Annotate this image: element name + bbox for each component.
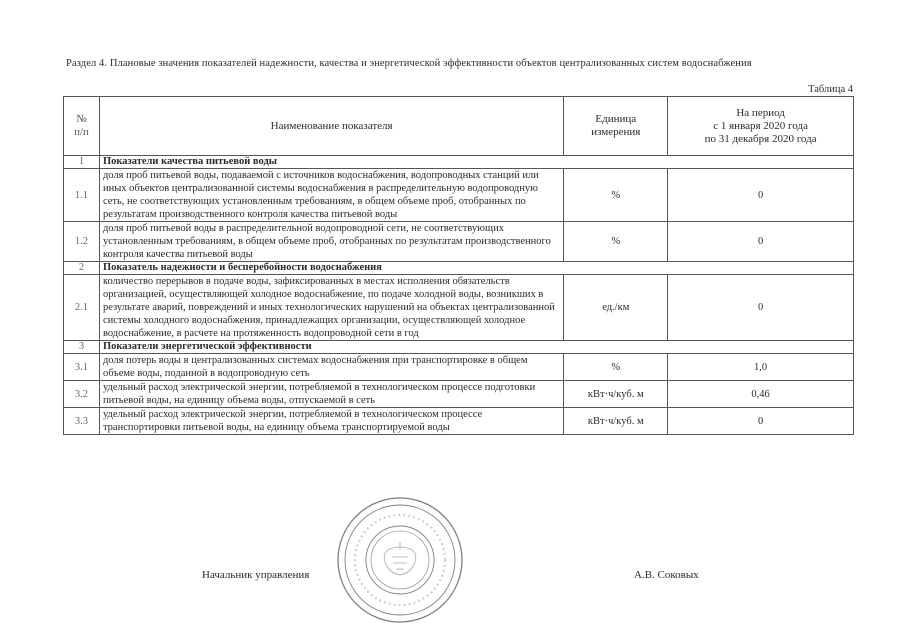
indicator-name: количество перерывов в подаче воды, зафиксированных в местах исполнения обязательств организацией, осуществляющей холодное водоснабжение, по подаче холодной воды, возникших в результате аварий, повреждений и иных технологических нарушений на объектах централизованной системы холодного водоснабжения, принадлежащих организации, осуществляющей холодное водоснабжение, в расчете на протяженность водопроводной сети в год	[99, 275, 563, 341]
header-period: На период с 1 января 2020 года по 31 декабря 2020 года	[668, 97, 854, 156]
indicator-value: 0	[668, 275, 854, 341]
section-title-cell: Показатели качества питьевой воды	[99, 156, 853, 169]
table-row	[64, 381, 854, 408]
section-number: 3	[64, 341, 100, 354]
table-row	[64, 222, 854, 262]
table-row	[64, 169, 854, 222]
table-row	[64, 408, 854, 435]
indicator-name: доля проб питьевой воды в распределительной водопроводной сети, не соответствующих установленным требованиям, в общем объеме проб, отобранных по результатам производственного контроля качества питьевой воды	[99, 222, 563, 262]
indicator-unit: %	[564, 222, 668, 262]
indicator-number: 3.3	[64, 408, 100, 435]
indicator-number: 2.1	[64, 275, 100, 341]
table-body	[64, 156, 854, 435]
table-label: Таблица 4	[808, 84, 853, 95]
indicator-unit: %	[564, 354, 668, 381]
indicator-value: 1,0	[668, 354, 854, 381]
section-title-cell: Показатели энергетической эффективности	[99, 341, 853, 354]
indicator-unit: ед./км	[564, 275, 668, 341]
indicator-number: 3.1	[64, 354, 100, 381]
section-title: Раздел 4. Плановые значения показателей надежности, качества и энергетической эффективности объектов централизованных систем водоснабжения	[66, 58, 752, 69]
indicator-value: 0	[668, 169, 854, 222]
indicator-value: 0,46	[668, 381, 854, 408]
table-row	[64, 354, 854, 381]
indicator-name: удельный расход электрической энергии, потребляемой в технологическом процессе транспортировки питьевой воды, на единицу объема транспортируемой воды	[99, 408, 563, 435]
indicator-value: 0	[668, 222, 854, 262]
section-row	[64, 341, 854, 354]
indicator-name: доля потерь воды в централизованных системах водоснабжения при транспортировке в общем объеме воды, поданной в водопроводную сеть	[99, 354, 563, 381]
indicator-unit: кВт·ч/куб. м	[564, 381, 668, 408]
indicator-value: 0	[668, 408, 854, 435]
section-row	[64, 156, 854, 169]
header-num: № п/п	[64, 97, 100, 156]
indicator-number: 1.2	[64, 222, 100, 262]
section-number: 1	[64, 156, 100, 169]
indicators-table	[63, 96, 854, 435]
round-seal-stamp-icon	[335, 495, 465, 625]
indicator-unit: кВт·ч/куб. м	[564, 408, 668, 435]
section-number: 2	[64, 262, 100, 275]
footer-signatory: А.В. Соковых	[634, 569, 699, 581]
footer-position: Начальник управления	[202, 569, 310, 581]
table-header-row	[64, 97, 854, 156]
indicator-name: доля проб питьевой воды, подаваемой с источников водоснабжения, водопроводных станций или иных объектов централизованной системы водоснабжения в распределительную водопроводную сеть, не соответствующих установленным требованиям, в общем объеме проб, отобранных по результатам производственного контроля качества питьевой воды	[99, 169, 563, 222]
indicator-name: удельный расход электрической энергии, потребляемой в технологическом процессе подготовки питьевой воды, на единицу объема воды, отпускаемой в сеть	[99, 381, 563, 408]
header-unit: Единица измерения	[564, 97, 668, 156]
indicator-unit: %	[564, 169, 668, 222]
header-name: Наименование показателя	[99, 97, 563, 156]
section-title-cell: Показатель надежности и бесперебойности водоснабжения	[99, 262, 853, 275]
indicator-number: 3.2	[64, 381, 100, 408]
table-row	[64, 275, 854, 341]
indicator-number: 1.1	[64, 169, 100, 222]
section-row	[64, 262, 854, 275]
